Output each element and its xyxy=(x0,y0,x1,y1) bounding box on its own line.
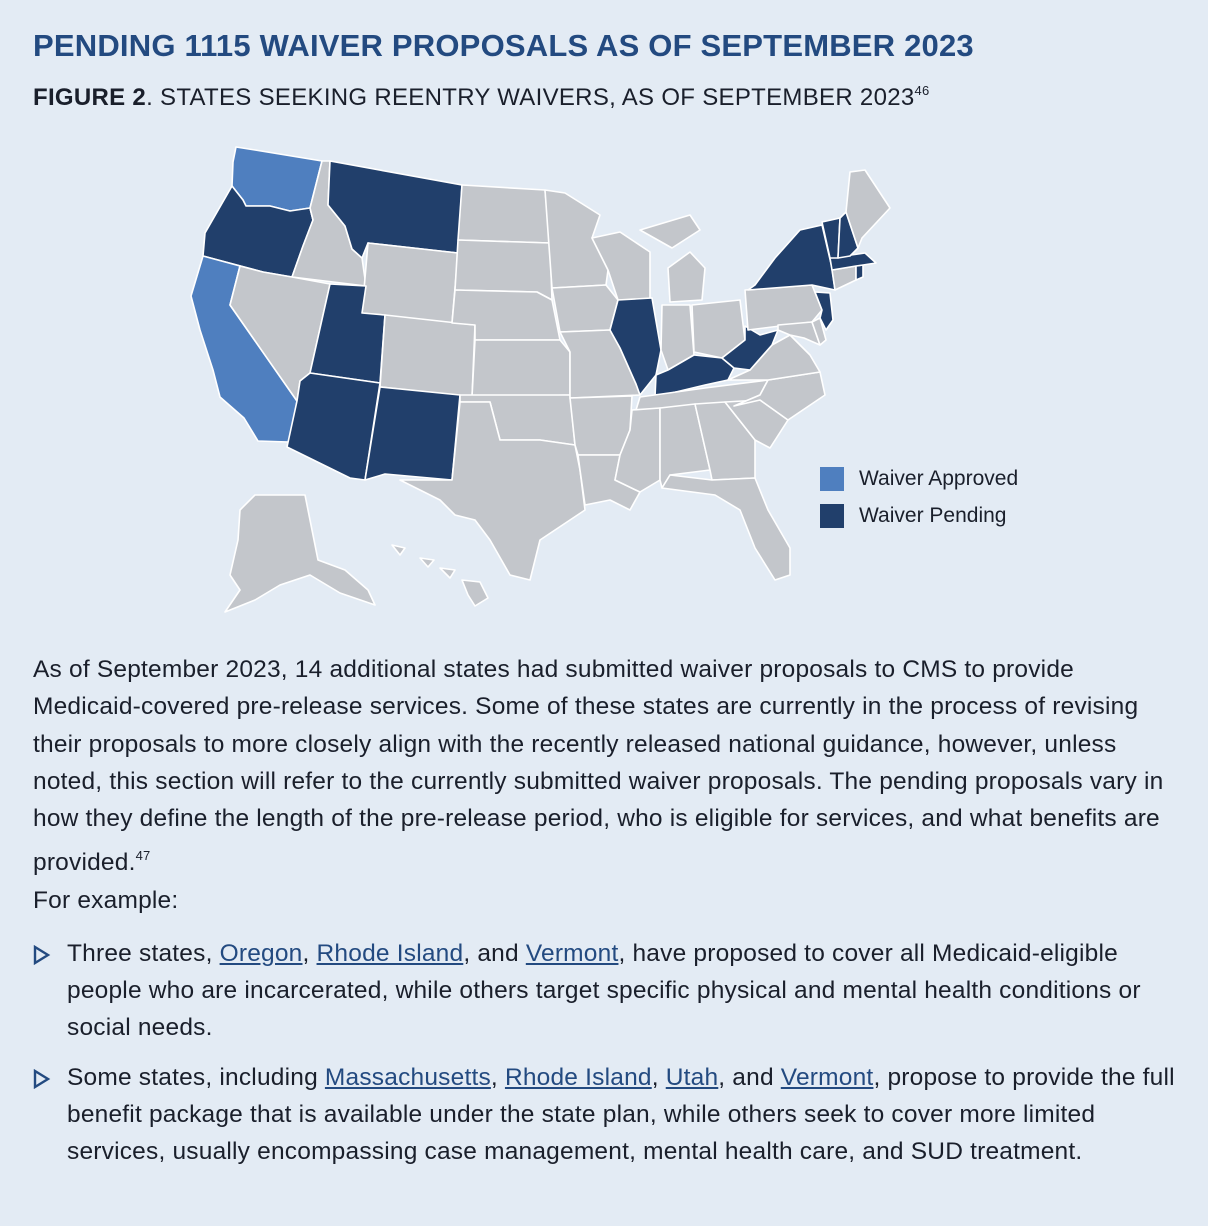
figure-label: FIGURE 2 xyxy=(33,84,147,111)
state-CO xyxy=(380,315,475,397)
map-legend xyxy=(820,460,1018,534)
us-map xyxy=(180,135,920,625)
bullet2-text-0: Some states, including xyxy=(67,1064,325,1091)
link-rhode-island[interactable]: Rhode Island xyxy=(504,1064,652,1091)
legend-swatch-approved xyxy=(820,467,844,491)
triangle-bullet-icon xyxy=(33,1069,51,1089)
bullet-text-1 xyxy=(67,935,1183,1046)
state-RI xyxy=(856,265,863,280)
state-ND xyxy=(458,185,550,243)
bullet1-text-0: Three states, xyxy=(67,940,220,967)
us-map-svg xyxy=(180,135,920,625)
link-rhode-island[interactable]: Rhode Island xyxy=(316,940,464,967)
bullet2-text-1: , xyxy=(490,1064,505,1091)
state-WA xyxy=(232,147,322,211)
bullet1-text-3: , have proposed to cover all Medicaid-eligible people who are incarcerated, while others target specific physical and mental health conditions or social needs. xyxy=(67,940,1141,1041)
bullet2-text-3: , and xyxy=(718,1064,781,1091)
bullet2-text-4: , propose to provide the full benefit package that is available under the state plan, while others seek to cover more limited services, usually encompassing case management, mental health care, and SUD treatment. xyxy=(67,1064,1175,1165)
body-paragraph xyxy=(33,651,1183,882)
link-oregon[interactable]: Oregon xyxy=(219,940,303,967)
figure-footnote: 46 xyxy=(914,83,930,98)
body-paragraph-text: As of September 2023, 14 additional states had submitted waiver proposals to CMS to provide Medicaid-covered pre-release services. Some of these states are currently in the process of revising their proposals to more closely align with the recently released national guidance, however, unless noted, this section will refer to the currently submitted waiver proposals. The pending proposals vary in how they define the length of the pre-release period, who is eligible for services, and what benefits are provided. xyxy=(33,656,1164,877)
state-IA xyxy=(552,285,618,332)
legend-label-pending: Waiver Pending xyxy=(859,503,1007,527)
link-massachusetts[interactable]: Massachusetts xyxy=(324,1064,491,1091)
bullet1-text-2: , and xyxy=(463,940,526,967)
state-FL xyxy=(662,475,790,580)
triangle-bullet-icon xyxy=(33,945,51,965)
state-NY xyxy=(748,225,835,290)
bullet1-text-1: , xyxy=(302,940,317,967)
legend-item-approved xyxy=(820,460,1018,497)
state-AZ xyxy=(287,373,380,480)
state-NM xyxy=(365,387,460,480)
for-example-label: For example: xyxy=(33,887,179,914)
page-title: PENDING 1115 WAIVER PROPOSALS AS OF SEPTEMBER 2023 xyxy=(33,28,974,63)
figure-caption-text: . STATES SEEKING REENTRY WAIVERS, AS OF SEPTEMBER 2023 xyxy=(146,84,915,111)
bullet-text-2 xyxy=(67,1059,1183,1170)
bullet-item-1 xyxy=(33,935,1183,1046)
state-WY xyxy=(362,243,458,323)
state-HI xyxy=(392,545,488,606)
paragraph-footnote: 47 xyxy=(135,848,151,864)
link-utah[interactable]: Utah xyxy=(665,1064,719,1091)
link-vermont[interactable]: Vermont xyxy=(780,1064,874,1091)
state-KS xyxy=(472,340,570,397)
figure-caption xyxy=(33,83,930,112)
bullet-item-2 xyxy=(33,1059,1183,1170)
bullet2-text-2: , xyxy=(651,1064,666,1091)
legend-item-pending xyxy=(820,497,1018,534)
link-vermont[interactable]: Vermont xyxy=(525,940,619,967)
legend-label-approved: Waiver Approved xyxy=(859,466,1019,490)
legend-swatch-pending xyxy=(820,504,844,528)
state-AK xyxy=(225,495,375,612)
